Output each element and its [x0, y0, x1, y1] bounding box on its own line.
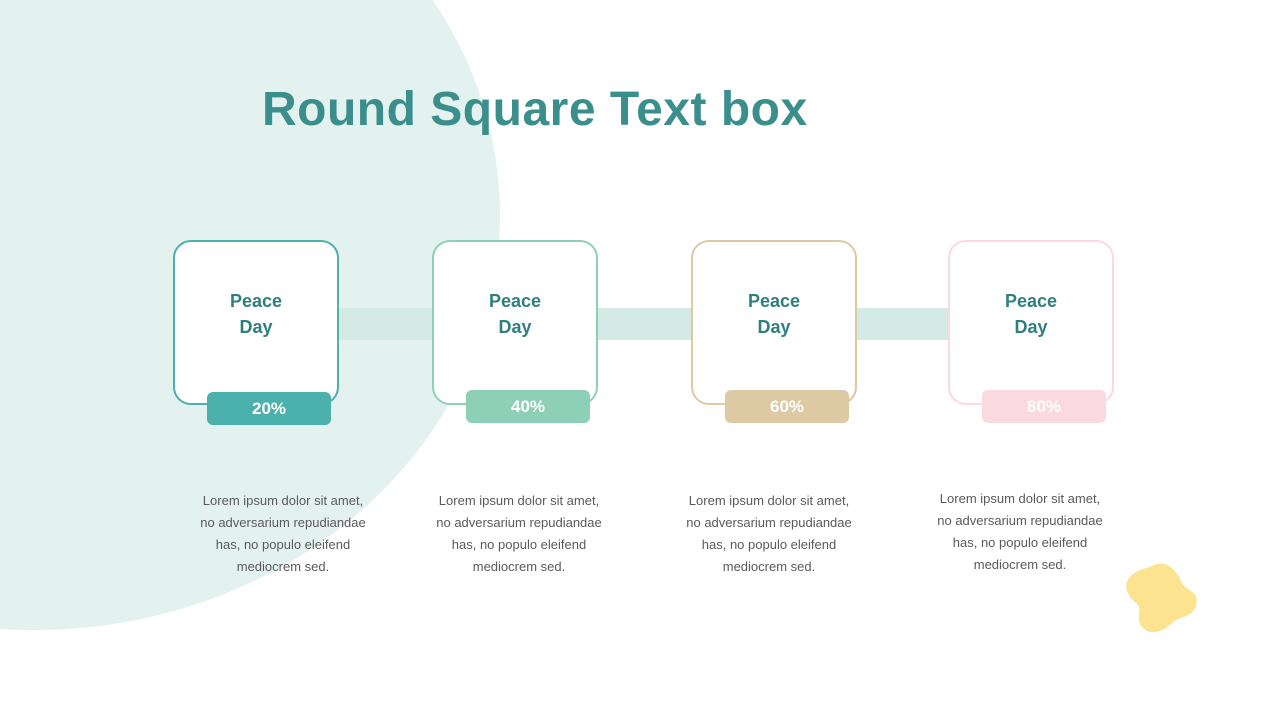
card-title-line2: Day	[757, 317, 791, 337]
percent-badge: 40%	[466, 390, 590, 423]
percent-badge: 60%	[725, 390, 849, 423]
card-title-line2: Day	[239, 317, 273, 337]
card-title	[175, 288, 337, 340]
card-item[interactable]	[691, 240, 857, 416]
card-box[interactable]	[691, 240, 857, 405]
card-description: Lorem ipsum dolor sit amet, no adversarium repudiandae has, no populo eleifend mediocrem sed.	[937, 491, 1103, 572]
card-item[interactable]	[432, 240, 598, 416]
percent-badge: 80%	[982, 390, 1106, 423]
card-title	[434, 288, 596, 340]
card-title-line1: Peace	[1004, 291, 1058, 311]
card-title-line2: Day	[1014, 317, 1048, 337]
card-title-line1: Peace	[488, 291, 542, 311]
card-title-line1: Peace	[229, 291, 283, 311]
page-title: Round Square Text box	[262, 83, 808, 136]
card-description: Lorem ipsum dolor sit amet, no adversarium repudiandae has, no populo eleifend mediocrem sed.	[200, 493, 366, 574]
card-box[interactable]	[948, 240, 1114, 405]
card-box[interactable]	[173, 240, 339, 405]
card-title	[693, 288, 855, 340]
card-item[interactable]	[948, 240, 1114, 416]
card-box[interactable]	[432, 240, 598, 405]
card-description: Lorem ipsum dolor sit amet, no adversarium repudiandae has, no populo eleifend mediocrem sed.	[436, 493, 602, 574]
card-title-line2: Day	[498, 317, 532, 337]
card-title-line1: Peace	[747, 291, 801, 311]
card-item[interactable]	[173, 240, 339, 418]
card-description: Lorem ipsum dolor sit amet, no adversarium repudiandae has, no populo eleifend mediocrem sed.	[686, 493, 852, 574]
percent-badge: 20%	[207, 392, 331, 425]
card-title	[950, 288, 1112, 340]
